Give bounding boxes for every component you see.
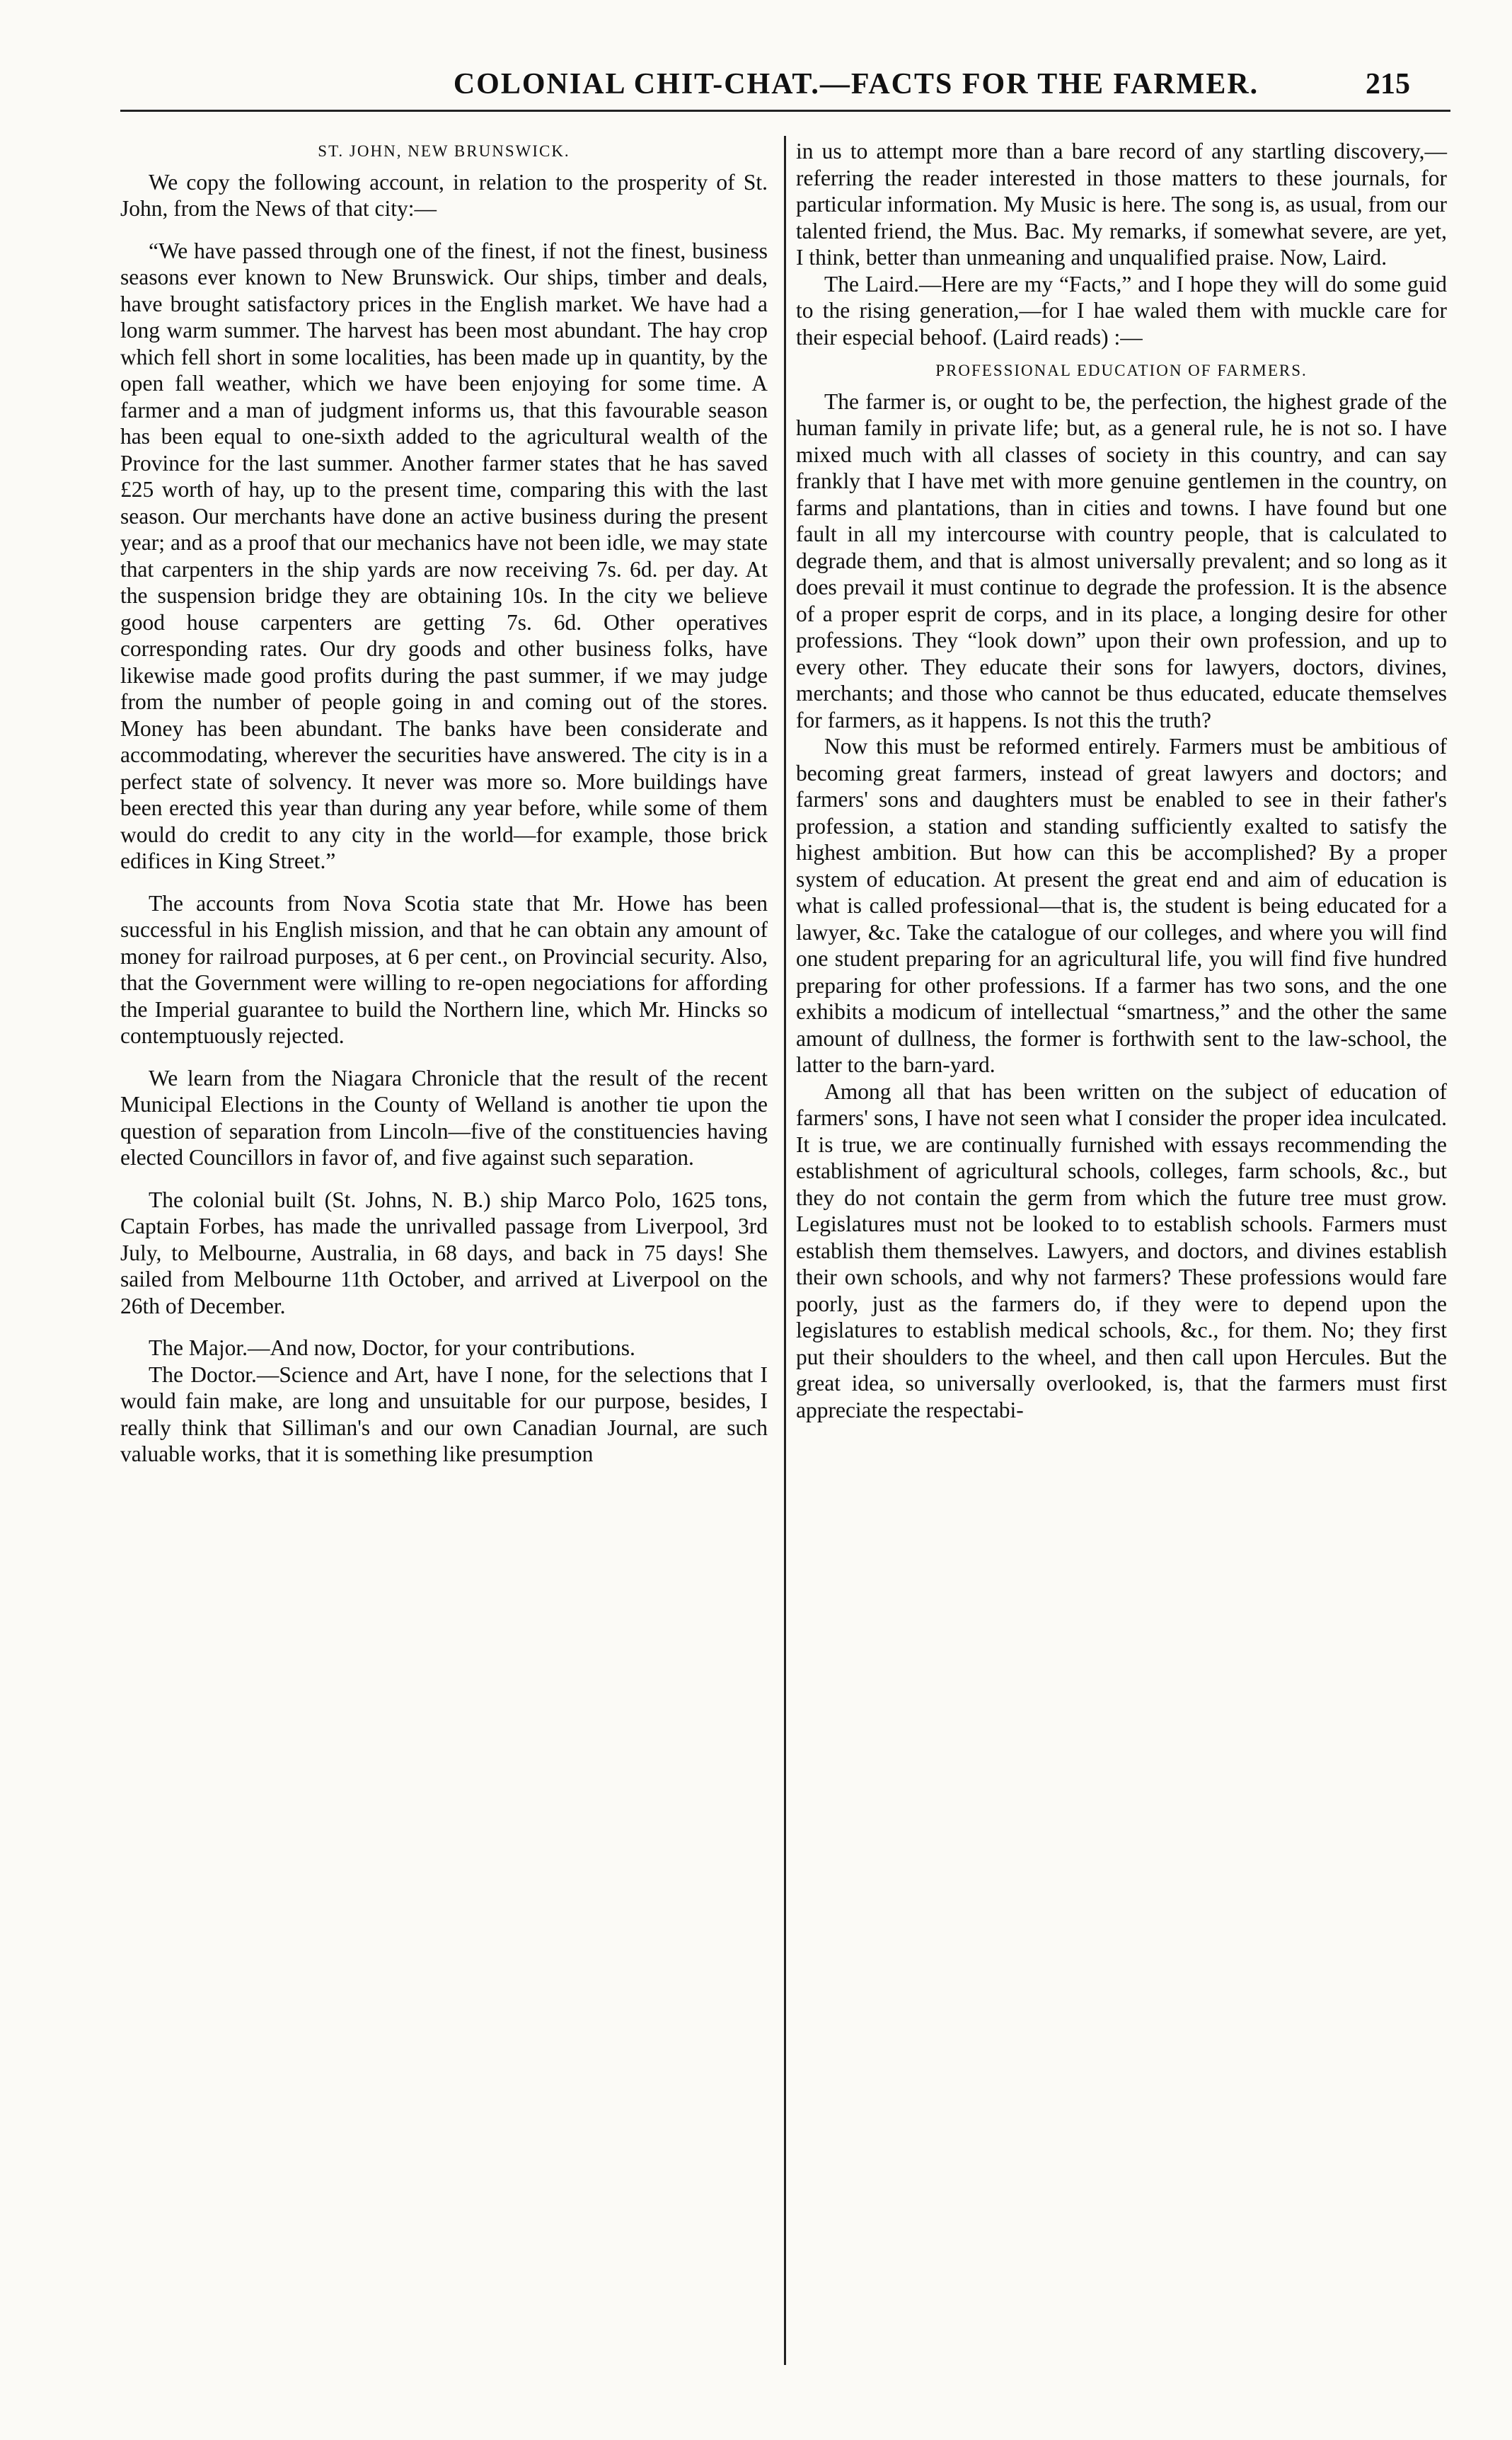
running-title: COLONIAL CHIT-CHAT.—FACTS FOR THE FARMER. [453, 68, 1259, 100]
section-heading-professional-education: PROFESSIONAL EDUCATION OF FARMERS. [935, 362, 1308, 379]
dialogue-doctor: The Doctor.—Science and Art, have I none, for the selections that I would fain make, are long and unsuitable for our purpose, besides, I really think that Silliman's and our own Canadian Journal, are such valuable works, that it is something like presumption [120, 1362, 768, 1466]
paragraph: We learn from the Niagara Chronicle that the result of the recent Municipal Elections in the County of Welland is another tie upon the question of separation from Lincoln—five of the constituencies having elected Councillors in favor of, and five against such separation. [120, 1065, 768, 1170]
left-column [120, 138, 768, 1468]
paragraph: The farmer is, or ought to be, the perfection, the highest grade of the human family in private life; but, as a general rule, he is not so. I have mixed much with all classes of society in this country, and can say frankly that I have met with more genuine gentlemen in the country, on farms and plantations, than in cities and towns. I have found but one fault in all my intercourse with country people, that is calculated to degrade them, and that is almost universally prevalent; and so long as it does prevail it must continue to degrade the profession. It is the absence of a proper esprit de corps, and in its place, a longing desire for other professions. They “look down” upon their own profession, and up to every other. They educate their sons for lawyers, doctors, divines, merchants; and those who cannot be thus educated, educate themselves for farmers, as it happens. Is not this the truth? [796, 389, 1447, 732]
page-number: 215 [1366, 68, 1410, 100]
paragraph: We copy the following account, in relation to the prosperity of St. John, from the News of that city:— [120, 169, 768, 221]
header-rule [120, 110, 1450, 112]
paragraph: The accounts from Nova Scotia state that Mr. Howe has been successful in his English mission, and that he can obtain any amount of money for railroad purposes, at 6 per cent., on Provincial security. Also, that the Government were willing to re-open negociations for affording the Imperial guarantee to build the Northern line, which Mr. Hincks so contemptuously rejected. [120, 890, 768, 1048]
paragraph: in us to attempt more than a bare record of any startling discovery,—referring the reader interested in those matters to these journals, for particular information. My Music is here. The song is, as usual, from our talented friend, the Mus. Bac. My remarks, if somewhat severe, are yet, I think, better than unmeaning and unqualified praise. Now, Laird. [796, 139, 1447, 270]
column-divider [784, 136, 786, 2365]
paragraph: Now this must be reformed entirely. Farmers must be ambitious of becoming great farmers, instead of great lawyers and doctors; and farmers' sons and daughters must be enabled to see in their father's profession, a station and standing sufficiently exalted to satisfy the highest ambition. But how can this be accomplished? By a proper system of education. At present the great end and aim of education is what is called professional—that is, the student is being educated for a lawyer, &c. Take the catalogue of our colleges, and where you will find one student preparing for an agricultural life, you will find five hundred preparing for other professions. If a farmer has two sons, and the one exhibits a modicum of intellectual “smartness,” and the other the same amount of dullness, the former is forthwith sent to the law-school, the latter to the barn-yard. [796, 734, 1447, 1077]
quoted-paragraph: “We have passed through one of the finest, if not the finest, business seasons ever known to New Brunswick. Our ships, timber and deals, have brought satisfactory prices in the English market. We have had a long warm summer. The harvest has been most abundant. The hay crop which fell short in some localities, has been made up in quantity, by the open fall weather, which we have been enjoying for some time. A farmer and a man of judgment informs us, that this favourable season has been equal to one-sixth added to the agricultural wealth of the Province for the last summer. Another farmer states that he has saved £25 worth of hay, up to the present time, comparing this with the last season. Our merchants have done an active business during the present year; and as a proof that our mechanics have not been idle, we may state that carpenters in the ship yards are now receiving 7s. 6d. per day. At the suspension bridge they are obtaining 10s. In the city we believe good house carpenters are getting 7s. 6d. Other operatives corresponding rates. Our dry goods and other business folks, have likewise made good profits during the past summer, if we may judge from the number of people going in and coming out of the stores. Money has been abundant. The banks have been considerate and accommodating, wherever the securities have answered. The city is in a perfect state of solvency. It never was more so. More buildings have been erected this year than during any year before, while some of them would do credit to any city in the world—for example, those brick edifices in King Street.” [120, 238, 768, 873]
dialogue-major: The Major.—And now, Doctor, for your contributions. [149, 1335, 635, 1360]
right-column [796, 138, 1447, 1423]
paragraph: The colonial built (St. Johns, N. B.) ship Marco Polo, 1625 tons, Captain Forbes, has made the unrivalled passage from Liverpool, 3rd July, to Melbourne, Australia, in 68 days, and back in 75 days! She sailed from Melbourne 11th October, and arrived at Liverpool on the 26th of December. [120, 1187, 768, 1318]
page-header [0, 67, 1512, 110]
paragraph: Among all that has been written on the subject of education of farmers' sons, I have not seen what I consider the proper idea inculcated. It is true, we are continually furnished with essays recommending the establishment of agricultural schools, colleges, farm schools, &c., but they do not contain the germ from which the future tree must grow. Legislatures must not be looked to to establish schools. Farmers must establish them themselves. Lawyers, and doctors, and divines establish their own schools, and why not farmers? These professions would fare poorly, just as the farmers do, if they were to depend upon the legislatures to establish medical schools, &c., for them. No; they first put their shoulders to the wheel, and then call upon Hercules. But the great idea, so universally overlooked, is, that the farmers must first appreciate the respectabi- [796, 1078, 1447, 1422]
section-heading-st-john: ST. JOHN, NEW BRUNSWICK. [318, 142, 570, 160]
dialogue-laird: The Laird.—Here are my “Facts,” and I hope they will do some guid to the rising generation,—for I hae waled them with muckle care for their especial behoof. (Laird reads) :— [796, 271, 1447, 350]
